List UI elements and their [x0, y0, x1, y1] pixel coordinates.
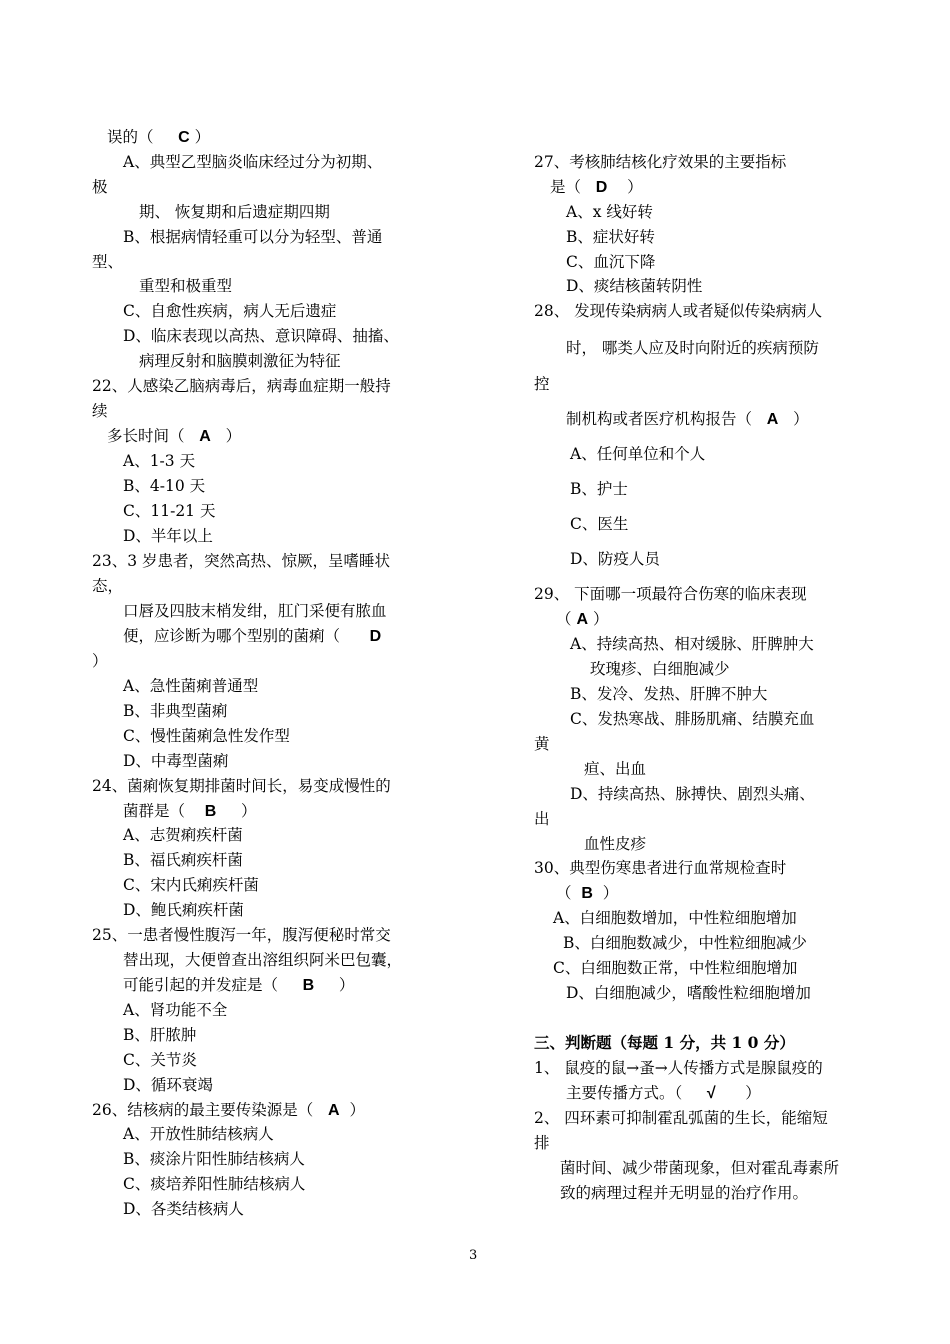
- q24-question: 24、菌痢恢复期排菌时间长，易变成慢性的: [92, 777, 391, 795]
- q22-question-wrap: 续: [92, 402, 108, 420]
- q24-answer-line: 菌群是（ B ）: [123, 802, 257, 820]
- judge-2-question: 2、 四环素可抑制霍乱弧菌的生长，能缩短: [534, 1109, 828, 1127]
- q21-option-a-wrap: 极: [92, 178, 108, 196]
- q23-question-cont: 口唇及四肢末梢发绀，肛门采便有脓血: [123, 602, 387, 620]
- q28-answer-line: 制机构或者医疗机构报告（ A ）: [566, 410, 809, 428]
- judge-1-answer-line: 主要传播方式。（ √ ）: [566, 1084, 761, 1102]
- q21-option-b: B、根据病情轻重可以分为轻型、普通: [123, 228, 383, 246]
- answer-mark: A: [199, 428, 211, 445]
- q29-answer-line: （ A ）: [556, 610, 609, 628]
- q30-answer-line: （ B ）: [556, 884, 619, 902]
- judge-2-question-cont: 菌时间、减少带菌现象，但对霍乱毒素所: [560, 1159, 840, 1177]
- answer-mark: D: [369, 628, 382, 645]
- q21-option-d-cont: 病理反射和脑膜刺激征为特征: [139, 352, 341, 370]
- q29-option-a: A、持续高热、相对缓脉、肝脾肿大: [570, 635, 814, 653]
- q23-question: 23、3 岁患者，突然高热、惊厥，呈嗜睡状: [92, 552, 391, 570]
- q22-answer-line: 多长时间（ A ）: [107, 427, 242, 445]
- q28-question-cont: 时， 哪类人应及时向附近的疾病预防: [566, 339, 819, 357]
- judge-1-question: 1、 鼠疫的鼠→蚤→人传播方式是腺鼠疫的: [534, 1059, 823, 1077]
- q22-option-d: D、半年以上: [123, 527, 213, 545]
- judge-2-question-cont2: 致的病理过程并无明显的治疗作用。: [560, 1184, 809, 1202]
- answer-mark: C: [178, 129, 190, 146]
- q24-option-b: B、福氏痢疾杆菌: [123, 851, 243, 869]
- q25-question: 25、一患者慢性腹泻一年，腹泻便秘时常交: [92, 926, 391, 944]
- q28-option-d: D、防疫人员: [570, 550, 660, 568]
- q26-option-c: C、痰培养阳性肺结核病人: [123, 1175, 306, 1193]
- q29-option-c: C、发热寒战、腓肠肌痛、结膜充血: [570, 710, 815, 728]
- answer-mark: B: [204, 803, 217, 820]
- q26-option-d: D、各类结核病人: [123, 1200, 244, 1218]
- q21-option-b-wrap: 型、: [92, 253, 124, 271]
- answer-mark: A: [576, 611, 589, 628]
- q27-option-d: D、痰结核菌转阴性: [566, 277, 703, 295]
- q26-option-b: B、痰涂片阳性肺结核病人: [123, 1150, 305, 1168]
- q21-answer-line: 误的（ C ）: [107, 128, 211, 146]
- q24-option-d: D、鲍氏痢疾杆菌: [123, 901, 244, 919]
- q24-option-a: A、志贺痢疾杆菌: [123, 826, 243, 844]
- q27-answer-line: 是（ D ）: [550, 178, 643, 196]
- q21-option-b-cont: 重型和极重型: [139, 277, 233, 295]
- q25-option-c: C、关节炎: [123, 1051, 197, 1069]
- q30-option-b: B、白细胞数减少，中性粒细胞减少: [563, 934, 807, 952]
- q22-option-c: C、11-21 天: [123, 502, 216, 520]
- q29-option-a-cont: 玫瑰疹、白细胞减少: [590, 660, 730, 678]
- q29-option-b: B、发冷、发热、肝脾不肿大: [570, 685, 768, 703]
- q27-option-b: B、症状好转: [566, 228, 655, 246]
- q30-option-a: A、白细胞数增加，中性粒细胞增加: [553, 909, 797, 927]
- check-mark: √: [706, 1085, 716, 1102]
- q30-option-d: D、白细胞减少，嗜酸性粒细胞增加: [566, 984, 811, 1002]
- q28-option-a: A、任何单位和个人: [570, 445, 706, 463]
- q23-option-d: D、中毒型菌痢: [123, 752, 229, 770]
- q28-question: 28、 发现传染病病人或者疑似传染病病人: [534, 302, 823, 320]
- q23-option-c: C、慢性菌痢急性发作型: [123, 727, 290, 745]
- answer-mark: B: [581, 885, 593, 902]
- q27-question: 27、考核肺结核化疗效果的主要指标: [534, 153, 787, 171]
- q29-option-d: D、持续高热、脉搏快、剧烈头痛、: [570, 785, 815, 803]
- q22-option-b: B、4-10 天: [123, 477, 206, 495]
- answer-mark: B: [302, 977, 315, 994]
- q30-option-c: C、白细胞数正常，中性粒细胞增加: [553, 959, 798, 977]
- q27-option-a: A、x 线好转: [566, 203, 653, 221]
- q30-question: 30、典型伤寒患者进行血常规检查时: [534, 859, 787, 877]
- q22-question: 22、人感染乙脑病毒后，病毒血症期一般持: [92, 377, 391, 395]
- q21-option-a-cont: 期、 恢复期和后遗症期四期: [139, 203, 330, 221]
- q27-option-c: C、血沉下降: [566, 253, 656, 271]
- q28-option-b: B、护士: [570, 480, 628, 498]
- q26-option-a: A、开放性肺结核病人: [123, 1125, 274, 1143]
- answer-mark: A: [766, 411, 779, 428]
- q24-option-c: C、宋内氏痢疾杆菌: [123, 876, 259, 894]
- section-heading: 三、判断题（每题 1 分，共 1 0 分）: [534, 1033, 795, 1052]
- answer-mark: D: [595, 179, 608, 196]
- judge-2-question-wrap: 排: [534, 1134, 550, 1152]
- answer-mark: A: [328, 1102, 340, 1119]
- q23-answer-line: 便，应诊断为哪个型别的菌痢（ D: [123, 627, 382, 645]
- q23-option-a: A、急性菌痢普通型: [123, 677, 259, 695]
- q22-option-a: A、1-3 天: [123, 452, 196, 470]
- q29-question: 29、 下面哪一项最符合伤寒的临床表现: [534, 585, 807, 603]
- q25-option-d: D、循环衰竭: [123, 1076, 213, 1094]
- q25-question-cont: 替出现，大便曾查出溶组织阿米巴包囊，: [123, 951, 403, 969]
- q29-option-d-wrap: 出: [534, 810, 550, 828]
- q23-option-b: B、非典型菌痢: [123, 702, 228, 720]
- q21-option-a: A、典型乙型脑炎临床经过分为初期、: [123, 153, 383, 171]
- q25-option-b: B、肝脓肿: [123, 1026, 197, 1044]
- q29-option-c-cont: 疸、出血: [584, 760, 647, 778]
- q26-question: 26、结核病的最主要传染源是（ A ）: [92, 1101, 365, 1119]
- q29-option-c-wrap: 黄: [534, 735, 550, 753]
- q23-question-wrap: 态，: [92, 577, 124, 595]
- page-number: 3: [469, 1248, 478, 1263]
- q29-option-d-cont: 血性皮疹: [584, 835, 647, 853]
- q21-option-c: C、自愈性疾病，病人无后遗症: [123, 302, 337, 320]
- q25-answer-line: 可能引起的并发症是（ B ）: [123, 976, 355, 994]
- q28-question-wrap: 控: [534, 375, 550, 393]
- q21-option-d: D、临床表现以高热、意识障碍、抽搐、: [123, 327, 399, 345]
- q23-answer-close: ）: [92, 652, 108, 670]
- q28-option-c: C、医生: [570, 515, 629, 533]
- q25-option-a: A、肾功能不全: [123, 1001, 228, 1019]
